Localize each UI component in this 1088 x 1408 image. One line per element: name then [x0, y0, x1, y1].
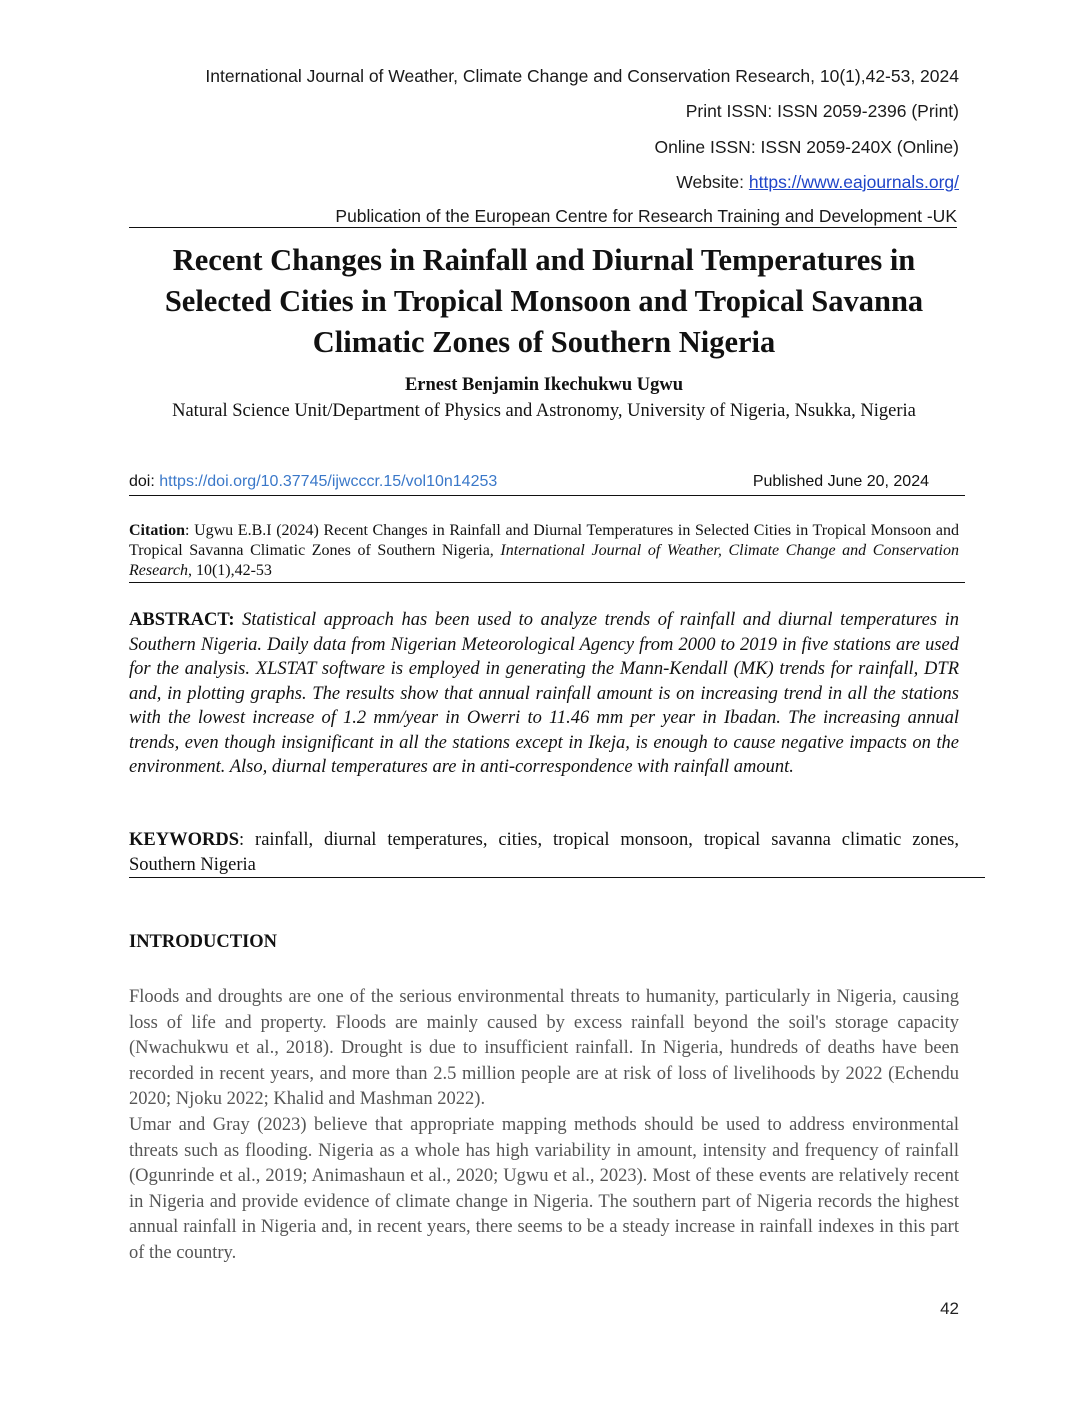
- author-affiliation: Natural Science Unit/Department of Physics and Astronomy, University of Nigeria, Nsukka, Nigeria: [172, 401, 916, 421]
- publisher-line: Publication of the European Centre for Research Training and Development -UK: [335, 206, 957, 226]
- citation-text: : Ugwu E.B.I (2024) Recent Changes in Rainfall and Diurnal Temperatures in Selected Cities in Tropical Monsoon and Tropical Savanna Climatic Zones of Southern Nigeria,: [129, 522, 959, 559]
- published-date: Published June 20, 2024: [752, 473, 929, 490]
- abstract-label: ABSTRACT:: [129, 610, 235, 630]
- print-issn: Print ISSN: ISSN 2059-2396 (Print): [685, 101, 959, 121]
- online-issn: Online ISSN: ISSN 2059-240X (Online): [654, 137, 959, 157]
- intro-paragraph-2: Umar and Gray (2023) believe that appropriate mapping methods should be used to address environmental threats such as flooding. Nigeria as a whole has high variability in amount, intensity and frequency of rainfall (Ogunrinde et al., 2019; Animashaun et al., 2020; Ugwu et al., 2023). Most of these events are relatively recent in Nigeria and provide evidence of climate change in Nigeria. The southern part of Nigeria records the highest annual rainfall in Nigeria and, in recent years, there seems to be a steady increase in rainfall indexes in this part of the country.: [129, 1114, 959, 1263]
- header-divider: [129, 227, 957, 228]
- citation-divider: [129, 582, 965, 583]
- introduction-body: [129, 985, 959, 1267]
- keywords-text: : rainfall, diurnal temperatures, cities, tropical monsoon, tropical savanna climatic zones, Southern Nigeria: [129, 830, 959, 875]
- website-label: Website:: [676, 172, 749, 192]
- journal-header-line: International Journal of Weather, Climate Change and Conservation Research, 10(1),42-53, 2024: [205, 66, 959, 86]
- doi-row: [129, 473, 965, 491]
- abstract-text: Statistical approach has been used to analyze trends of rainfall and diurnal temperatures in Southern Nigeria. Daily data from Nigerian Meteorological Agency from 2000 to 2019 in five stations are used for the analysis. XLSTAT software is employed in generating the Mann-Kendall (MK) trends for rainfall, DTR and, in plotting graphs. The results show that annual rainfall amount is on increasing trend in all the stations with the lowest increase of 1.2 mm/year in Owerri to 11.46 mm per year in Ibadan. The increasing annual trends, even though insignificant in all the stations except in Ikeja, is enough to cause negative impacts on the environment. Also, diurnal temperatures are in anti-correspondence with rainfall amount.: [129, 610, 959, 777]
- doi-divider: [129, 495, 965, 496]
- doi-link[interactable]: https://doi.org/10.37745/ijwcccr.15/vol10n14253: [159, 473, 498, 490]
- author-name: Ernest Benjamin Ikechukwu Ugwu: [404, 375, 684, 395]
- keywords-divider: [129, 877, 985, 878]
- keywords-label: KEYWORDS: [129, 830, 239, 850]
- website-line: [676, 172, 959, 193]
- website-link[interactable]: https://www.eajournals.org/: [748, 172, 959, 192]
- citation-block: [129, 521, 959, 581]
- doi-label: doi:: [129, 473, 160, 490]
- keywords-block: [129, 828, 959, 877]
- citation-journal: International Journal of Weather, Climate Change and Conservation Research: [129, 542, 959, 579]
- page-number: 42: [940, 1299, 959, 1318]
- citation-label: Citation: [129, 522, 185, 539]
- abstract-block: [129, 608, 959, 780]
- intro-paragraph-1: Floods and droughts are one of the serious environmental threats to humanity, particularly in Nigeria, causing loss of life and property. Floods are mainly caused by excess rainfall beyond the soil's storage capacity (Nwachukwu et al., 2018). Drought is due to insufficient rainfall. In Nigeria, hundreds of deaths have been recorded in recent years, and more than 2.5 million people are at risk of loss of livelihoods by 2022 (Echendu 2020; Njoku 2022; Khalid and Mashman 2022).: [129, 987, 959, 1110]
- article-title: Recent Changes in Rainfall and Diurnal Temperatures in Selected Cities in Tropical Monsoon and Tropical Savanna Climatic Zones of Southern Nigeria: [164, 243, 924, 359]
- section-heading: INTRODUCTION: [129, 932, 278, 952]
- citation-volume: , 10(1),42-53: [187, 562, 272, 579]
